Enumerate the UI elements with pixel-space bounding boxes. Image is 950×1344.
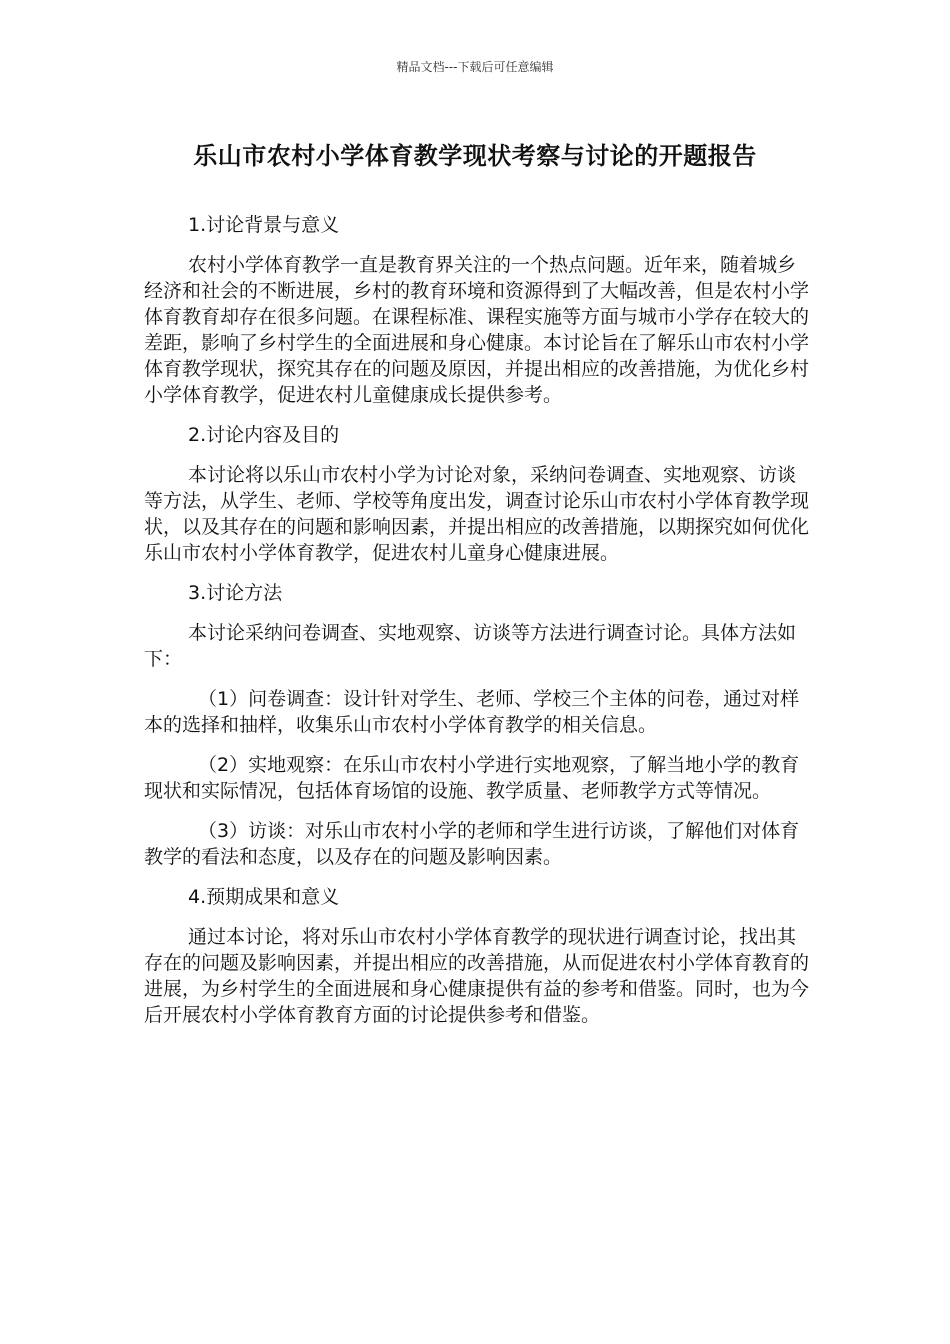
method-item-interview: （3）访谈：对乐山市农村小学的老师和学生进行访谈，了解他们对体育教学的看法和态度，以及存在的问题及影响因素。 <box>144 820 800 868</box>
section-heading-content-purpose: 2.讨论内容及目的 <box>188 424 340 446</box>
section-paragraph-content-purpose: 本讨论将以乐山市农村小学为讨论对象，采纳问卷调查、实地观察、访谈等方法，从学生、老师、学校等角度出发，调查讨论乐山市农村小学体育教学现状，以及其存在的问题和影响因素，并提出相应的改善措施，以期探究如何优化乐山市农村小学体育教学，促进农村儿童身心健康进展。 <box>144 464 810 564</box>
section-paragraph-background: 农村小学体育教学一直是教育界关注的一个热点问题。近年来，随着城乡经济和社会的不断进展，乡村的教育环境和资源得到了大幅改善，但是农村小学体育教育却存在很多问题。在课程标准、课程实施等方面与城市小学存在较大的差距，影响了乡村学生的全面进展和身心健康。本讨论旨在了解乐山市农村小学体育教学现状，探究其存在的问题及原因，并提出相应的改善措施，为优化乡村小学体育教学，促进农村儿童健康成长提供参考。 <box>144 254 810 406</box>
section-heading-expected-results: 4.预期成果和意义 <box>188 886 340 908</box>
section-paragraph-methods: 本讨论采纳问卷调查、实地观察、访谈等方法进行调查讨论。具体方法如下： <box>144 622 797 670</box>
section-paragraph-expected-results: 通过本讨论，将对乐山市农村小学体育教学的现状进行调查讨论，找出其存在的问题及影响因素，并提出相应的改善措施，从而促进农村小学体育教育的进展，为乡村学生的全面进展和身心健康提供有益的参考和借鉴。同时，也为今后开展农村小学体育教育方面的讨论提供参考和借鉴。 <box>144 926 810 1026</box>
section-heading-background: 1.讨论背景与意义 <box>188 214 340 236</box>
method-item-questionnaire: （1）问卷调查：设计针对学生、老师、学校三个主体的问卷，通过对样本的选择和抽样，收集乐山市农村小学体育教学的相关信息。 <box>144 688 800 736</box>
section-heading-methods: 3.讨论方法 <box>188 582 283 604</box>
method-item-field-observation: （2）实地观察：在乐山市农村小学进行实地观察，了解当地小学的教育现状和实际情况，包括体育场馆的设施、教学质量、老师教学方式等情况。 <box>144 754 800 802</box>
header-note: 精品文档---下载后可任意编辑 <box>396 60 554 74</box>
document-body <box>144 212 809 1042</box>
document-title: 乐山市农村小学体育教学现状考察与讨论的开题报告 <box>193 142 757 170</box>
